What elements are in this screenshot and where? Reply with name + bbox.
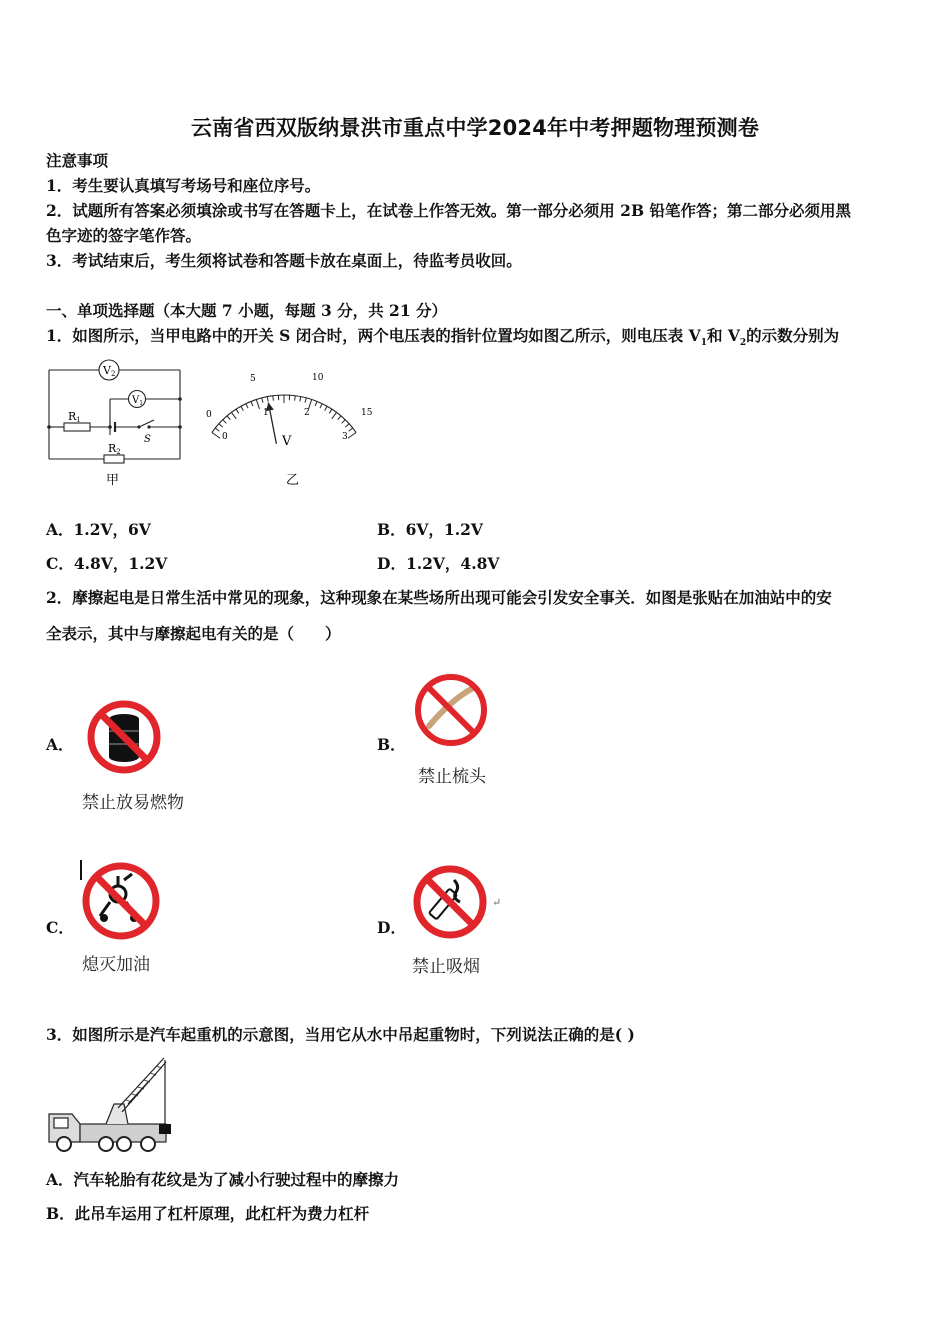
v2-label: V2 — [103, 364, 116, 378]
dial-tick — [342, 420, 345, 424]
notice-item-2: 2．试题所有答案必须填涂或书写在答题卡上，在试卷上作答无效。第一部分必须用 2B 铅笔作答；第二部分必须用黑 — [46, 201, 851, 220]
q1-option-b[interactable]: B．6V，1.2V — [377, 520, 483, 539]
dial-outer-5: 5 — [250, 374, 256, 384]
notice-item-3: 3．考试结束后，考生须将试卷和答题卡放在桌面上，待监考员收回。 — [46, 251, 522, 270]
dial-inner-2: 2 — [304, 408, 310, 418]
dial-tick — [223, 420, 226, 424]
dial-inner-0: 0 — [222, 432, 228, 442]
section-heading: 一、单项选择题（本大题 7 小题，每题 3 分，共 21 分） — [46, 301, 448, 320]
svg-text:↵: ↵ — [492, 896, 502, 909]
no-combing-icon — [411, 670, 491, 750]
q1-option-d[interactable]: D．1.2V，4.8V — [377, 554, 500, 573]
dial-tick — [251, 401, 253, 406]
dial-tick — [227, 416, 230, 420]
dial-tick — [295, 396, 296, 401]
q2-option-d-letter[interactable]: D． — [377, 918, 406, 937]
q2-option-c-letter[interactable]: C． — [46, 918, 74, 937]
dial-tick — [212, 433, 220, 439]
dial-tick — [246, 404, 248, 409]
notice-item-1: 1．考生要认真填写考场号和座位序号。 — [46, 176, 321, 195]
r2-label: R2 — [108, 442, 121, 456]
q2-stem-line2: 全表示，其中与摩擦起电有关的是（ ） — [46, 624, 341, 643]
dial-tick — [320, 404, 322, 409]
r1-label: R1 — [68, 410, 81, 424]
dial-outer-15: 15 — [361, 408, 373, 418]
dial-tick — [215, 428, 219, 431]
page-title: 云南省西双版纳景洪市重点中学2024年中考押题物理预测卷 — [190, 116, 760, 140]
q3-option-b[interactable]: B．此吊车运用了杠杆原理，此杠杆为费力杠杆 — [46, 1204, 370, 1223]
q2-option-a-caption: 禁止放易燃物 — [82, 793, 184, 813]
q2-option-a-letter[interactable]: A． — [46, 735, 74, 754]
q1-voltmeter-figure — [196, 365, 381, 493]
v1-label: $V_1$ — [132, 395, 144, 407]
dial-tick — [219, 424, 223, 427]
engine-off-refuel-icon — [78, 858, 164, 944]
fig-yi-caption: 乙 — [286, 473, 300, 488]
q3-option-a[interactable]: A．汽车轮胎有花纹是为了减小行驶过程中的摩擦力 — [46, 1170, 400, 1189]
dial-tick — [256, 399, 259, 408]
dial-inner-3: 3 — [342, 432, 348, 442]
q3-stem: 3．如图所示是汽车起重机的示意图，当用它从水中吊起重物时，下列说法正确的是( ) — [46, 1025, 635, 1044]
dial-tick — [241, 406, 243, 410]
q2-option-b-letter[interactable]: B． — [377, 735, 406, 754]
dial-outer-10: 10 — [312, 373, 324, 383]
dial-tick — [348, 433, 356, 439]
fig-jia-caption: 甲 — [106, 473, 120, 488]
switch-label: S — [144, 434, 151, 445]
notice-heading: 注意事项 — [46, 151, 109, 170]
q1-option-a[interactable]: A．1.2V，6V — [46, 520, 151, 539]
dial-unit: V — [282, 434, 292, 449]
dial-tick — [349, 428, 353, 431]
q2-option-d-caption: 禁止吸烟 — [412, 957, 480, 977]
dial-tick — [345, 424, 349, 427]
q1-option-c[interactable]: C．4.8V，1.2V — [46, 554, 168, 573]
q1-stem: 1．如图所示，当甲电路中的开关 S 闭合时，两个电压表的指针位置均如图乙所示，则电压表 $V_1$和 $V_2$的示数分别为 — [46, 326, 840, 349]
dial-tick — [300, 397, 301, 402]
q1-circuit-figure — [44, 358, 189, 493]
dial-tick — [231, 412, 236, 418]
dial-tick — [267, 397, 268, 402]
dial-tick — [332, 412, 337, 418]
dial-tick — [236, 409, 239, 413]
crane-truck-figure — [44, 1052, 174, 1158]
q2-option-b-caption: 禁止梳头 — [418, 767, 486, 787]
dial-tick — [338, 416, 341, 420]
notice-item-2-cont: 色字迹的签字笔作答。 — [46, 226, 202, 245]
no-smoking-icon — [410, 862, 506, 942]
dial-inner-1: 1 — [263, 408, 269, 418]
dial-outer-0: 0 — [206, 410, 212, 420]
dial-tick — [315, 401, 317, 406]
dial-tick — [262, 398, 263, 403]
dial-tick — [273, 396, 274, 401]
no-flammable-barrel-icon — [84, 697, 164, 777]
dial-tick — [329, 409, 332, 413]
dial-tick — [305, 398, 306, 403]
dial-tick — [325, 406, 327, 410]
q2-option-c-caption: 熄灭加油 — [82, 955, 150, 975]
q2-stem-line1: 2．摩擦起电是日常生活中常见的现象，这种现象在某些场所出现可能会引发安全事关．如图是张贴在加油站中的安 — [46, 588, 832, 607]
